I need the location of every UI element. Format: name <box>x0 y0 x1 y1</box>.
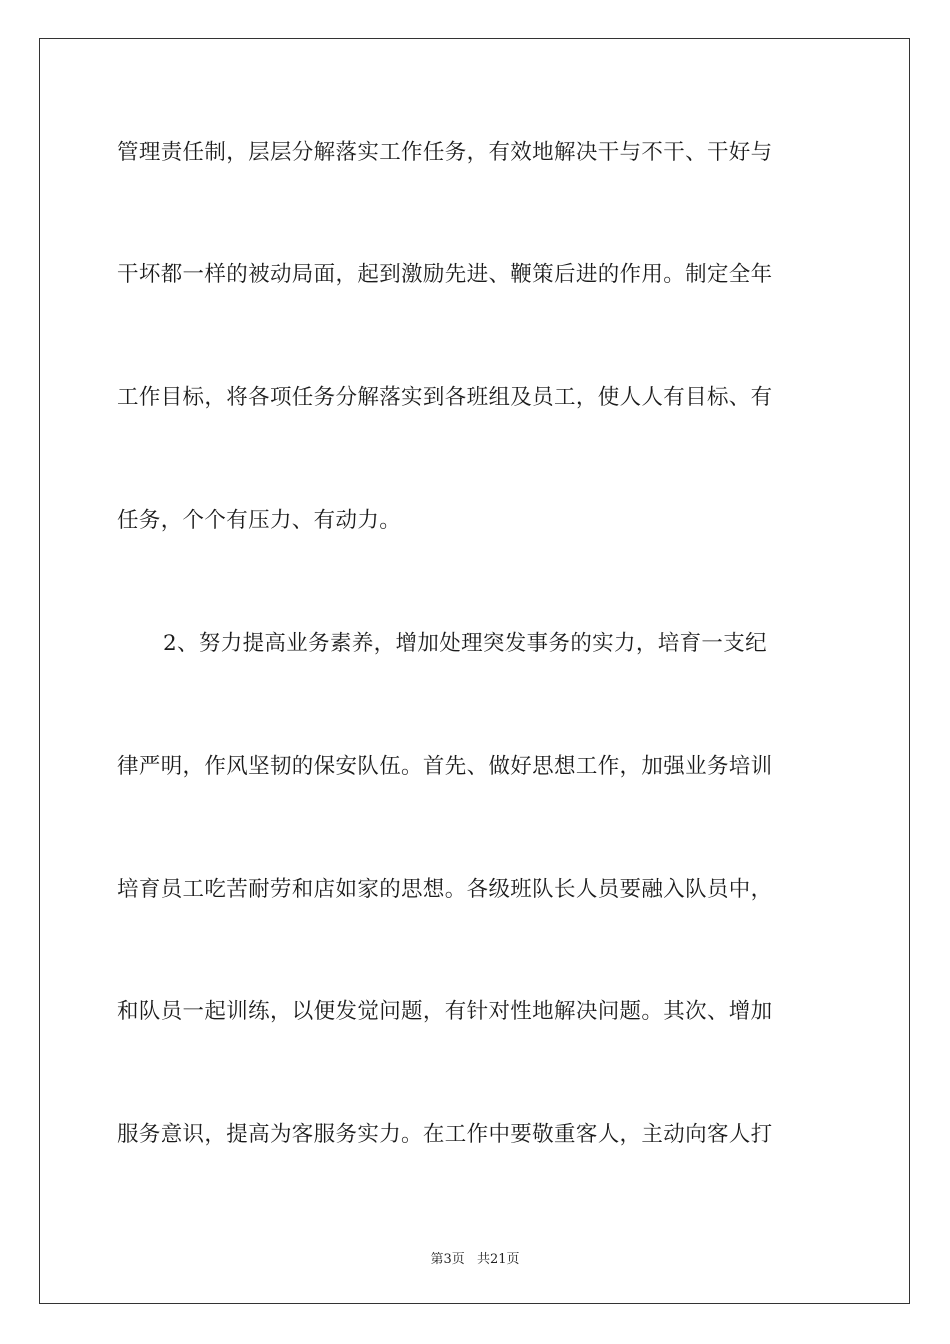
body-text-line: 培育员工吃苦耐劳和店如家的思想。各级班队长人员要融入队员中， <box>117 877 773 902</box>
body-text-line: 干坏都一样的被动局面，起到激励先进、鞭策后进的作用。制定全年 <box>117 262 773 287</box>
body-text-line: 管理责任制，层层分解落实工作任务，有效地解决干与不干、干好与 <box>117 140 773 165</box>
body-text-line: 任务，个个有压力、有动力。 <box>117 508 402 533</box>
total-page-count: 共21页 <box>476 1252 520 1267</box>
body-text-line: 和队员一起训练，以便发觉问题，有针对性地解决问题。其次、增加 <box>117 999 773 1024</box>
page-border <box>39 38 910 1304</box>
current-page-number: 第3页 <box>430 1252 465 1267</box>
body-text-line: 2、努力提高业务素养，增加处理突发事务的实力，培育一支纪 <box>163 631 767 656</box>
body-text-line: 工作目标，将各项任务分解落实到各班组及员工，使人人有目标、有 <box>117 385 773 410</box>
body-text-line: 服务意识，提高为客服务实力。在工作中要敬重客人，主动向客人打 <box>117 1122 773 1147</box>
body-text-line: 律严明，作风坚韧的保安队伍。首先、做好思想工作，加强业务培训 <box>117 754 773 779</box>
page-footer <box>0 1248 950 1267</box>
